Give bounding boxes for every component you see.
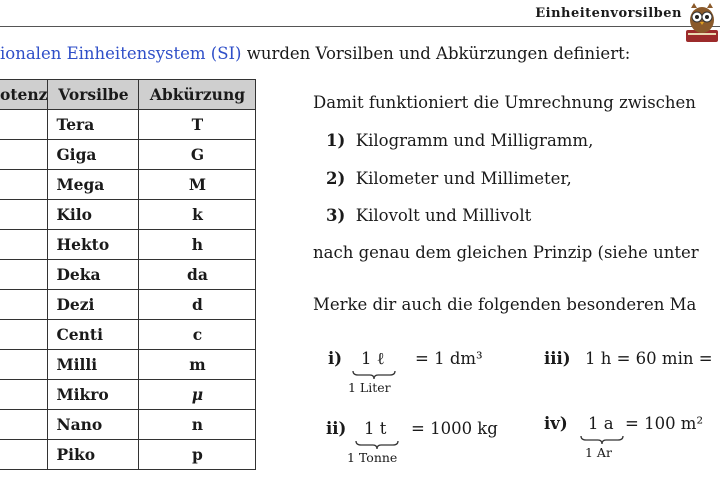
prefix-table — [0, 79, 256, 470]
header-abbr: Abkürzung — [139, 80, 256, 110]
prefix-cell: Nano — [48, 410, 139, 440]
abbr-cell: n — [139, 410, 256, 440]
power-cell — [0, 110, 48, 140]
unit-iv-rhs: = 100 m² — [625, 414, 704, 433]
prefix-cell: Milli — [48, 350, 139, 380]
prefix-cell: Deka — [48, 260, 139, 290]
remember-text: Merke dir auch die folgenden besonderen Ma — [313, 295, 697, 314]
table-header-row — [0, 80, 256, 110]
power-cell — [0, 320, 48, 350]
prefix-cell: Dezi — [48, 290, 139, 320]
power-cell — [0, 140, 48, 170]
header-prefix: Vorsilbe — [48, 80, 139, 110]
list-number: 1) — [326, 131, 346, 150]
table-row — [0, 380, 256, 410]
si-link[interactable]: ionalen Einheitensystem (SI) — [0, 44, 242, 63]
table-row — [0, 320, 256, 350]
table-row — [0, 350, 256, 380]
prefix-cell: Hekto — [48, 230, 139, 260]
conversion-intro: Damit funktioniert die Umrechnung zwischen — [313, 93, 696, 112]
principle-text: nach genau dem gleichen Prinzip (siehe unter — [313, 243, 699, 262]
unit-ii-number: ii) — [326, 419, 347, 438]
header-title: Einheitenvorsilben — [535, 6, 682, 21]
abbr-cell: m — [139, 350, 256, 380]
prefix-cell: Mikro — [48, 380, 139, 410]
intro-text — [0, 44, 630, 63]
table-row — [0, 410, 256, 440]
unit-iii-number: iii) — [544, 349, 571, 368]
abbr-cell: μ — [139, 380, 256, 410]
list-text: Kilometer und Millimeter, — [355, 169, 572, 188]
prefix-cell: Mega — [48, 170, 139, 200]
unit-iv-number: iv) — [544, 414, 568, 433]
table-row — [0, 140, 256, 170]
power-cell — [0, 380, 48, 410]
underbrace-icon — [352, 370, 396, 380]
abbr-cell: c — [139, 320, 256, 350]
power-cell — [0, 170, 48, 200]
power-cell — [0, 230, 48, 260]
list-number: 3) — [326, 206, 346, 225]
abbr-cell: k — [139, 200, 256, 230]
unit-i-label: 1 Liter — [348, 380, 391, 395]
unit-iv-lhs: 1 a — [588, 414, 614, 433]
table-row — [0, 230, 256, 260]
list-item — [326, 169, 572, 188]
table-row — [0, 440, 256, 470]
unit-ii-label: 1 Tonne — [347, 450, 398, 465]
header-rule — [0, 26, 720, 27]
abbr-cell: h — [139, 230, 256, 260]
underbrace-icon — [355, 440, 399, 450]
power-cell — [0, 200, 48, 230]
intro-after: wurden Vorsilben und Abkürzungen definiert: — [241, 44, 631, 63]
unit-i-lhs: 1 ℓ — [361, 349, 385, 368]
list-item — [326, 206, 531, 225]
prefix-cell: Kilo — [48, 200, 139, 230]
unit-i-rhs: = 1 dm³ — [415, 349, 483, 368]
power-cell — [0, 290, 48, 320]
abbr-cell: G — [139, 140, 256, 170]
abbr-cell: d — [139, 290, 256, 320]
power-cell — [0, 350, 48, 380]
list-text: Kilovolt und Millivolt — [355, 206, 532, 225]
prefix-cell: Piko — [48, 440, 139, 470]
abbr-cell: T — [139, 110, 256, 140]
prefix-cell: Centi — [48, 320, 139, 350]
abbr-cell: p — [139, 440, 256, 470]
table-row — [0, 170, 256, 200]
table-row — [0, 110, 256, 140]
table-row — [0, 200, 256, 230]
owl-mascot-icon — [684, 0, 720, 44]
list-number: 2) — [326, 169, 346, 188]
unit-i-number: i) — [328, 349, 343, 368]
power-cell — [0, 260, 48, 290]
prefix-cell: Tera — [48, 110, 139, 140]
abbr-cell: M — [139, 170, 256, 200]
table-row — [0, 260, 256, 290]
header-power: otenz — [0, 80, 48, 110]
table-row — [0, 290, 256, 320]
unit-iii-text: 1 h = 60 min = — [585, 349, 713, 368]
unit-ii-rhs: = 1000 kg — [411, 419, 498, 438]
unit-ii-lhs: 1 t — [364, 419, 387, 438]
unit-iv-label: 1 Ar — [585, 445, 612, 460]
power-cell — [0, 410, 48, 440]
list-item — [326, 131, 593, 150]
abbr-cell: da — [139, 260, 256, 290]
list-text: Kilogramm und Milligramm, — [355, 131, 594, 150]
power-cell — [0, 440, 48, 470]
underbrace-icon — [580, 435, 624, 445]
prefix-cell: Giga — [48, 140, 139, 170]
